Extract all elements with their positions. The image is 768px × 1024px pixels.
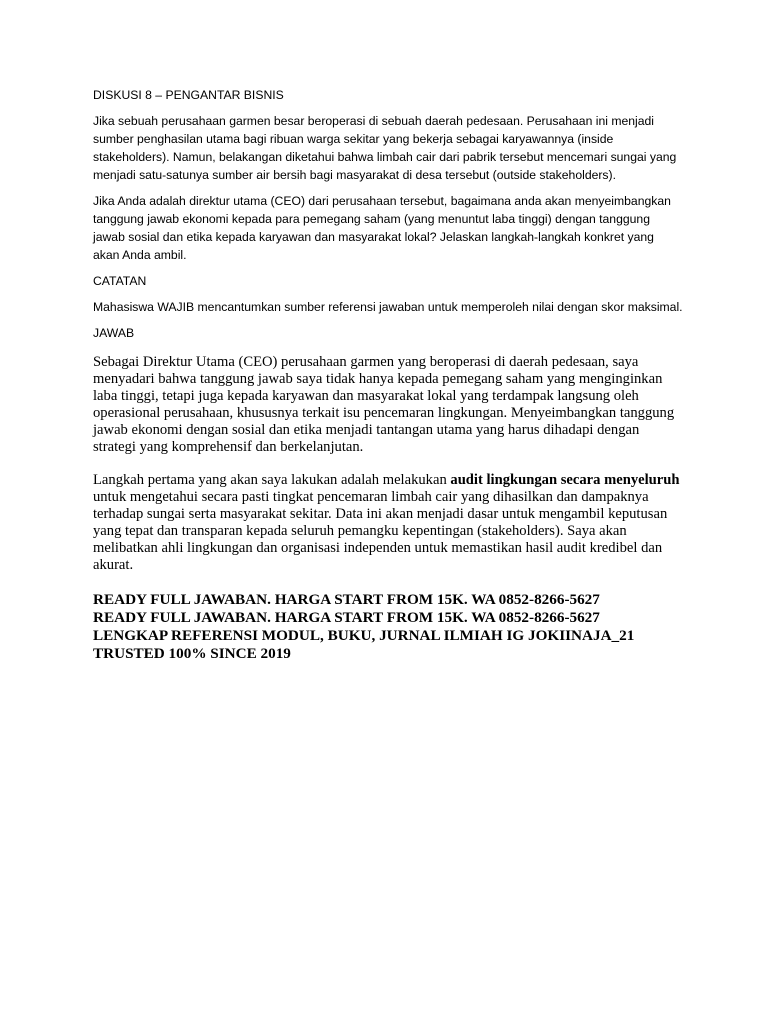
question-paragraph-2: Jika Anda adalah direktur utama (CEO) dari perusahaan tersebut, bagaimana anda akan menyeimbangkan tanggung jawab ekonomi kepada para pemegang saham (yang menuntut laba tinggi) dengan tanggung jawab sosial dan etika kepada karyawan dan masyarakat lokal? Jelaskan langkah-langkah konkret yang akan Anda ambil. — [93, 194, 671, 262]
answer-paragraph-2-bold: audit lingkungan secara menyeluruh — [450, 472, 680, 488]
promo-line: LENGKAP REFERENSI MODUL, BUKU, JURNAL ILMIAH IG JOKIINAJA_21 — [93, 627, 635, 644]
promo-line: READY FULL JAWABAN. HARGA START FROM 15K. WA 0852-8266-5627 — [93, 609, 600, 626]
document-title: DISKUSI 8 – PENGANTAR BISNIS — [93, 88, 284, 102]
answer-paragraph-2-start: Langkah pertama yang akan saya lakukan adalah melakukan — [93, 472, 451, 488]
promo-line: TRUSTED 100% SINCE 2019 — [93, 645, 291, 662]
promo-block — [93, 591, 683, 663]
promo-line: READY FULL JAWABAN. HARGA START FROM 15K. WA 0852-8266-5627 — [93, 591, 600, 608]
answer-label: JAWAB — [93, 326, 135, 340]
question-paragraph-1: Jika sebuah perusahaan garmen besar beroperasi di sebuah daerah pedesaan. Perusahaan ini menjadi sumber penghasilan utama bagi ribuan warga sekitar yang bekerja sebagai karyawannya (inside stakeholders). Namun, belakangan diketahui bahwa limbah cair dari pabrik tersebut mencemari sungai yang menjadi satu-satunya sumber air bersih bagi masyarakat di desa tersebut (outside stakeholders). — [93, 114, 677, 182]
note-label: CATATAN — [93, 274, 147, 288]
note-text: Mahasiswa WAJIB mencantumkan sumber referensi jawaban untuk memperoleh nilai dengan skor maksimal. — [93, 300, 683, 314]
answer-paragraph-2-end: untuk mengetahui secara pasti tingkat pencemaran limbah cair yang dihasilkan dan dampaknya terhadap sungai serta masyarakat sekitar. Data ini akan menjadi dasar untuk mengambil keputusan yang tepat dan transparan kepada seluruh pemangku kepentingan (stakeholders). Saya akan melibatkan ahli lingkungan dan organisasi independen untuk memastikan hasil audit kredibel dan akurat. — [93, 489, 668, 573]
document-page — [93, 86, 683, 663]
answer-paragraph-2 — [93, 472, 683, 574]
answer-paragraph-1: Sebagai Direktur Utama (CEO) perusahaan garmen yang beroperasi di daerah pedesaan, saya menyadari bahwa tanggung jawab saya tidak hanya kepada pemegang saham yang menginginkan laba tinggi, tetapi juga kepada karyawan dan masyarakat lokal yang terdampak langsung oleh operasional perusahaan, khususnya terkait isu pencemaran lingkungan. Menyeimbangkan tanggung jawab ekonomi dengan sosial dan etika menjadi tantangan utama yang harus dihadapi dengan strategi yang komprehensif dan berkelanjutan. — [93, 354, 675, 455]
